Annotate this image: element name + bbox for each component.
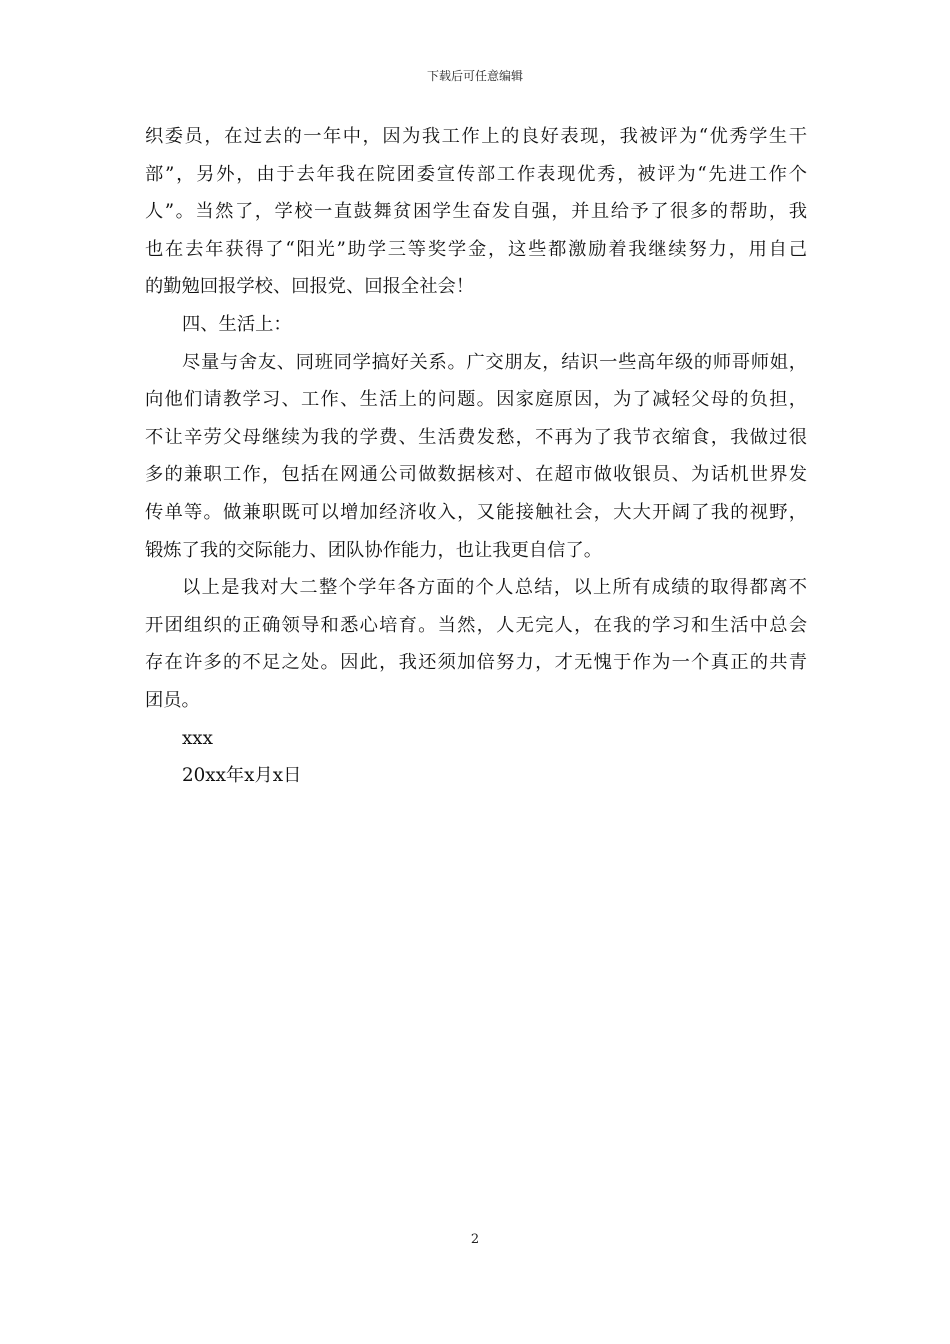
text-line: 尽量与舍友、同班同学搞好关系。广交朋友，结识一些高年级的师哥师姐， [182, 351, 807, 373]
page-number: 2 [470, 1232, 480, 1247]
text-line: 部”，另外，由于去年我在院团委宣传部工作表现优秀，被评为“先进工作个 [145, 163, 807, 185]
signature: xxx [182, 727, 213, 749]
text-line: 也在去年获得了“阳光”助学三等奖学金，这些都激励着我继续努力，用自己 [145, 238, 807, 260]
text-line: 织委员，在过去的一年中，因为我工作上的良好表现，我被评为“优秀学生干 [145, 126, 807, 147]
text-line: 团员。 [145, 689, 200, 711]
text-line: 向他们请教学习、工作、生活上的问题。因家庭原因，为了减轻父母的负担， [145, 389, 807, 411]
text-line: 的勤勉回报学校、回报党、回报全社会！ [145, 276, 475, 298]
text-line: 存在许多的不足之处。因此，我还须加倍努力，才无愧于作为一个真正的共青 [145, 652, 807, 674]
section-heading: 四、生活上： [182, 313, 292, 335]
text-line: 开团组织的正确领导和悉心培育。当然，人无完人，在我的学习和生活中总会 [145, 614, 807, 636]
document-body [145, 118, 807, 795]
text-line: 锻炼了我的交际能力、团队协作能力，也让我更自信了。 [145, 539, 603, 561]
page-header: 下载后可任意编辑 [426, 69, 523, 83]
text-line: 人”。当然了，学校一直鼓舞贫困学生奋发自强，并且给予了很多的帮助，我 [145, 201, 807, 223]
date-line: 20xx年x月x日 [182, 765, 302, 787]
text-line: 以上是我对大二整个学年各方面的个人总结，以上所有成绩的取得都离不 [182, 577, 807, 599]
text-line: 传单等。做兼职既可以增加经济收入，又能接触社会，大大开阔了我的视野， [145, 501, 807, 523]
text-line: 不让辛劳父母继续为我的学费、生活费发愁，不再为了我节衣缩食，我做过很 [145, 426, 807, 448]
text-line: 多的兼职工作，包括在网通公司做数据核对、在超市做收银员、为话机世界发 [145, 464, 807, 486]
